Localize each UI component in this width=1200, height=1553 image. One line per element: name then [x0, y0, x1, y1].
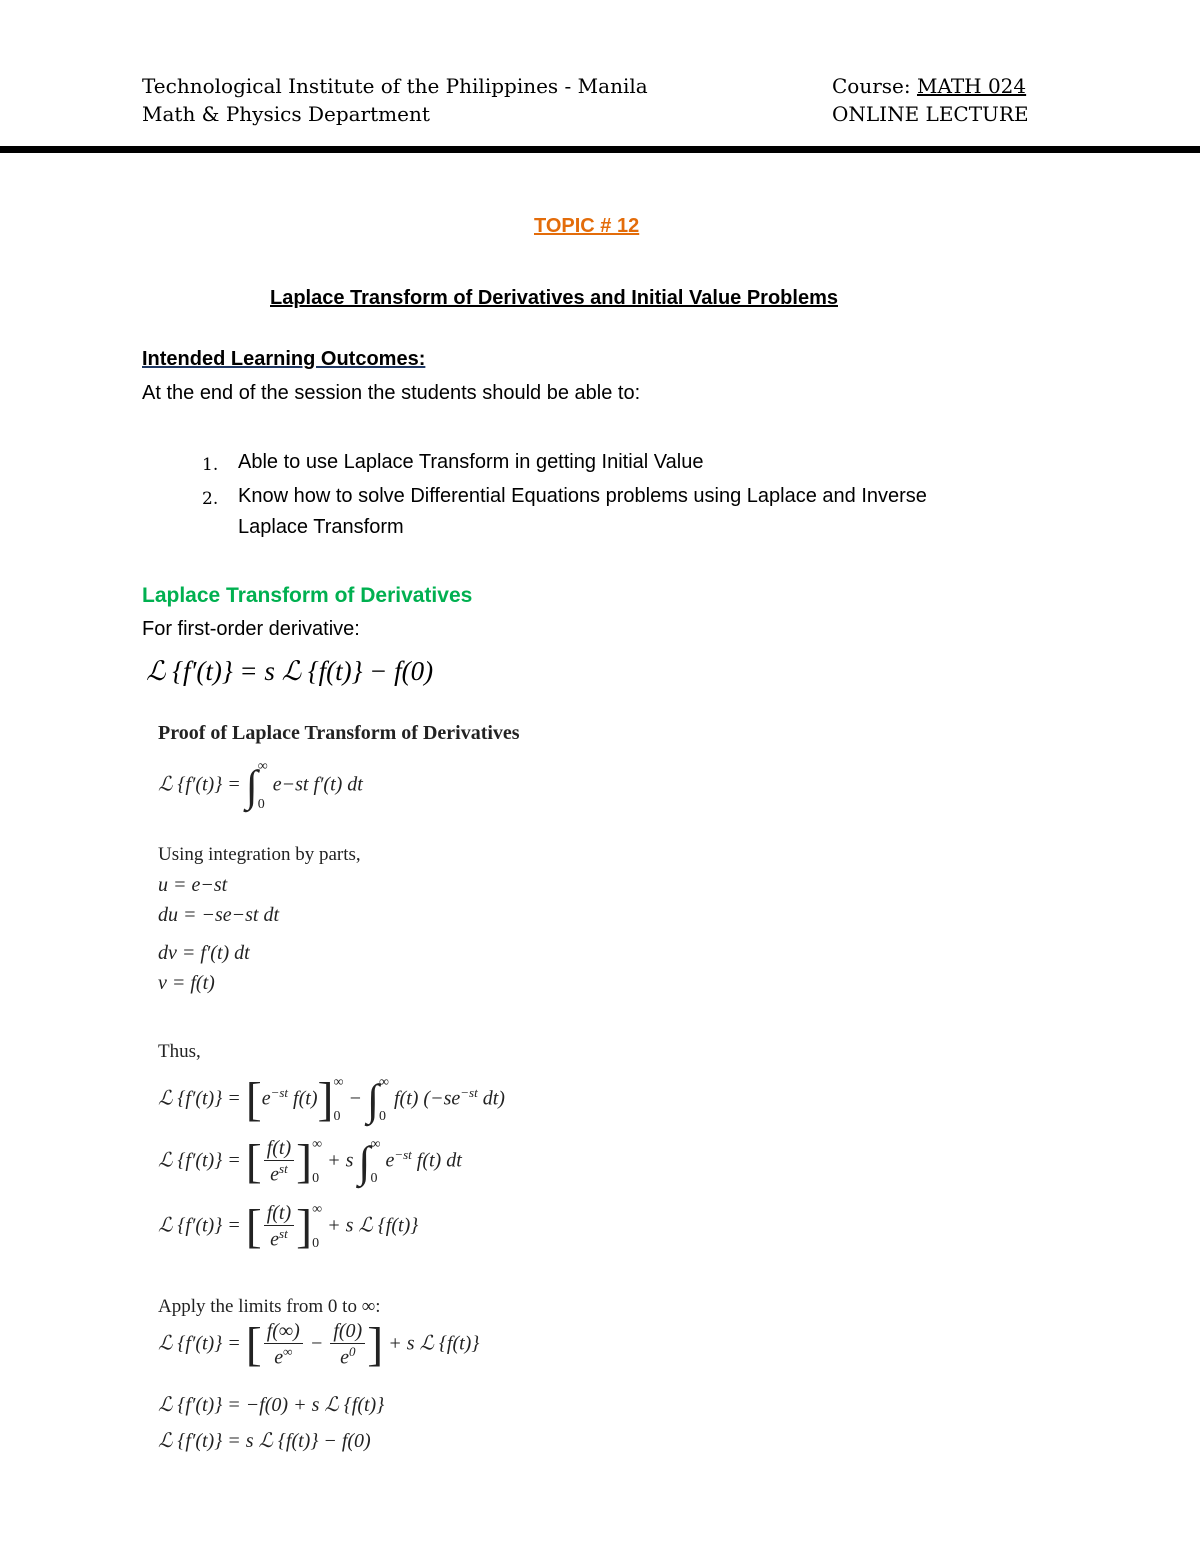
proof-step-1: ℒ $\{f'(t)\} = [e^{-st}$ f(t)] ∞ 0 − ∫ ∞ 0 f(t) ($-se^{-st}$ dt)	[158, 1073, 505, 1126]
u-definition: u = e−st	[158, 874, 228, 896]
topic-number: TOPIC # 12	[534, 215, 640, 237]
proof-step-6: ℒ {f′(t)} = s ℒ {f(t)} − f(0)	[158, 1430, 371, 1452]
proof-step-3: ℒ {f′(t)} = [ $\frac{f(t)}{e^{st}}$ ] ∞ 0 + s ℒ {f(t)}	[158, 1200, 419, 1253]
list-item: Know how to solve Differential Equations problems using Laplace and Inverse	[238, 485, 927, 507]
list-item-number: 1.	[202, 455, 219, 475]
page-title: Laplace Transform of Derivatives and Initial Value Problems	[270, 287, 838, 309]
course-label: Course:	[832, 74, 917, 98]
proof-definition: ℒ {f′(t)} = ∫ ∞ 0 e−st f′(t) dt	[158, 759, 363, 812]
dv-definition: dv = f′(t) dt	[158, 942, 250, 964]
ibp-label: Using integration by parts,	[158, 844, 361, 865]
du-definition: du = −se−st dt	[158, 904, 280, 926]
proof-step-5: ℒ {f′(t)} = −f(0) + s ℒ {f(t)}	[158, 1394, 385, 1416]
thus-label: Thus,	[158, 1041, 201, 1062]
first-order-label: For first-order derivative:	[142, 618, 360, 640]
list-item-number: 2.	[202, 489, 219, 509]
ilo-heading: Intended Learning Outcomes:	[142, 348, 426, 370]
v-definition: v = f(t)	[158, 972, 215, 994]
section-heading: Laplace Transform of Derivatives	[142, 584, 473, 607]
institution-name: Technological Institute of the Philippines - Manila	[142, 74, 648, 98]
integral-icon: ∫	[366, 1075, 380, 1125]
proof-step-2: ℒ {f′(t)} = [ $\frac{f(t)}{e^{st}}$ ] ∞ 0 + s ∫ ∞ 0 $e^{-st}$ f(t) dt	[158, 1135, 462, 1188]
header-divider	[0, 146, 1200, 153]
main-formula: ℒ {f′(t)} = s ℒ {f(t)} − f(0)	[146, 656, 434, 686]
ilo-intro: At the end of the session the students should be able to:	[142, 382, 641, 404]
list-item: Able to use Laplace Transform in getting Initial Value	[238, 451, 704, 473]
definition-lhs: ℒ {f′(t)} =	[158, 773, 241, 796]
proof-step-4: ℒ {f′(t)} = [ $\frac{f(\infty)}{e^\infty}$ − $\frac{f(0)}{e^0}$ ] + s ℒ {f(t)}	[158, 1317, 480, 1371]
integral-icon: ∫	[358, 1137, 371, 1187]
proof-title: Proof of Laplace Transform of Derivatives	[158, 722, 520, 744]
definition-integrand: e−st f′(t) dt	[272, 773, 363, 796]
list-item-continuation: Laplace Transform	[238, 516, 404, 538]
limits-label: Apply the limits from 0 to ∞:	[158, 1296, 381, 1317]
department-name: Math & Physics Department	[142, 102, 430, 126]
course-code: MATH 024	[916, 74, 1027, 98]
course-line	[832, 74, 1026, 98]
integral-icon: ∫	[245, 761, 258, 811]
lecture-mode: ONLINE LECTURE	[832, 102, 1029, 126]
